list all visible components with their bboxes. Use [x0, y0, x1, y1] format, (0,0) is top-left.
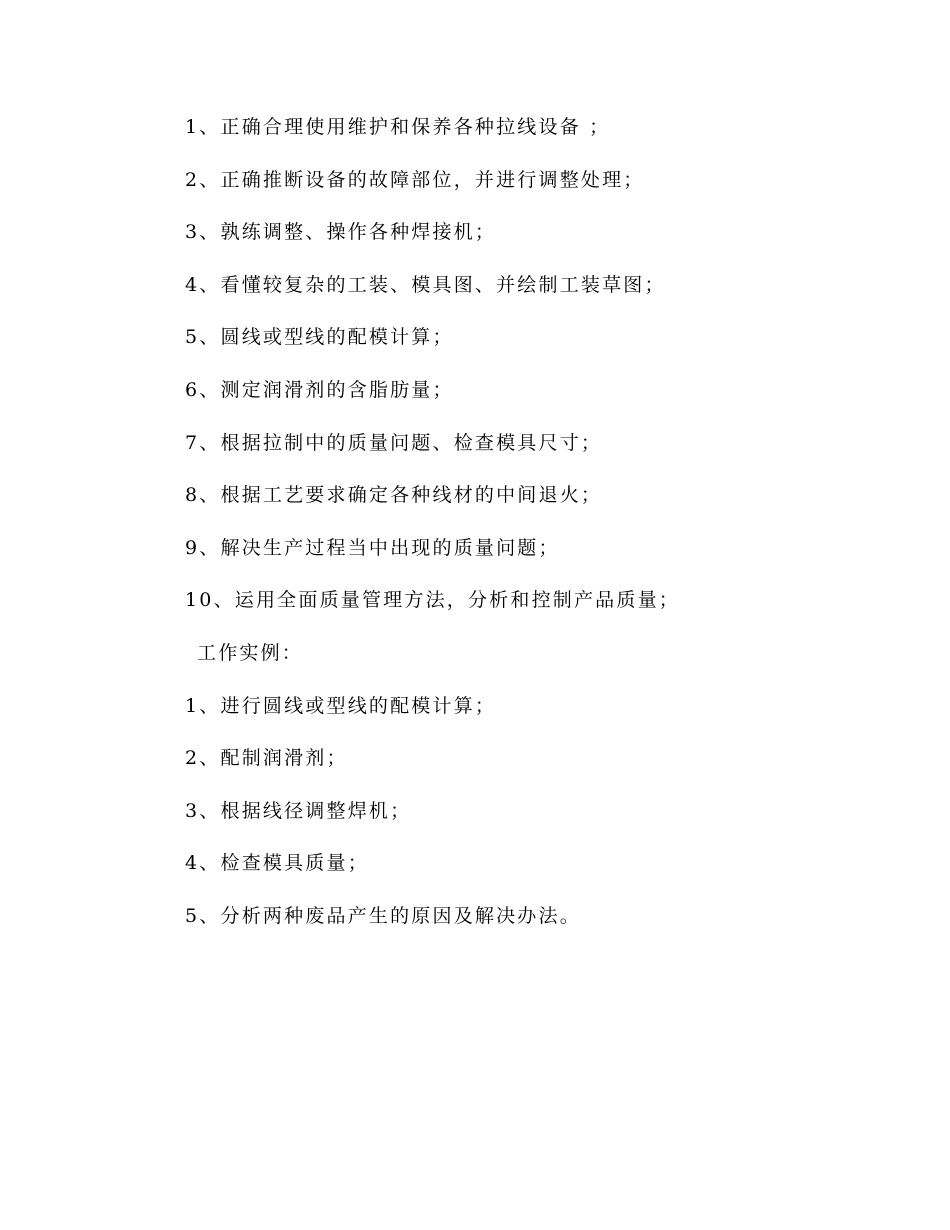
skill-item-3: 3、孰练调整、操作各种焊接机； [185, 221, 497, 244]
document-body [185, 112, 885, 954]
skill-item-5: 5、圆线或型线的配模计算； [185, 326, 454, 349]
example-item-3: 3、根据线径调整焊机； [185, 799, 412, 822]
skill-item-1: 1、正确合理使用维护和保养各种拉线设备 ； [185, 116, 611, 138]
example-item-2: 2、配制润滑剂； [185, 747, 348, 770]
skill-item-10: 10、运用全面质量管理方法，分析和控制产品质量； [185, 589, 680, 612]
example-item-1: 1、进行圆线或型线的配模计算； [185, 694, 497, 717]
skill-item-2: 2、正确推断设备的故障部位，并进行调整处理； [185, 168, 645, 191]
skill-item-9: 9、解决生产过程当中出现的质量问题； [185, 536, 560, 559]
skill-item-8: 8、根据工艺要求确定各种线材的中间退火； [185, 484, 603, 507]
skill-item-4: 4、看懂较复杂的工装、模具图、并绘制工装草图； [185, 273, 666, 296]
skill-item-7: 7、根据拉制中的质量问题、检查模具尺寸； [185, 431, 603, 454]
example-item-4: 4、检查模具质量； [185, 852, 369, 875]
skill-item-6: 6、测定润滑剂的含脂肪量； [185, 378, 454, 401]
examples-heading: 工作实例： [197, 641, 304, 664]
example-item-5: 5、分析两种废品产生的原因及解决办法。 [185, 904, 581, 927]
